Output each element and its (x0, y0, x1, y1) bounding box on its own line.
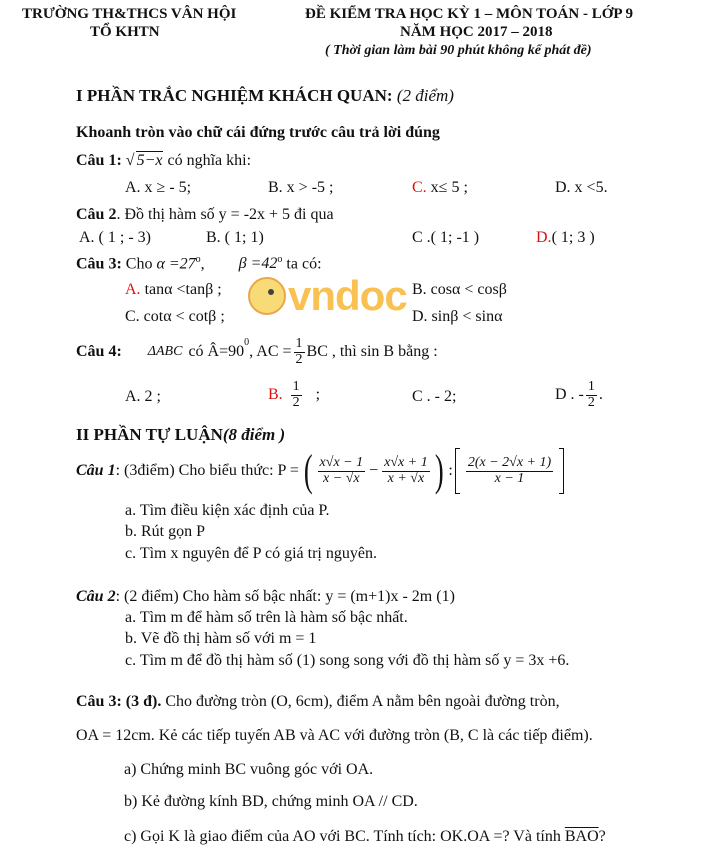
c1-f1-den: x − √x (323, 470, 360, 486)
q2-option-b: B. ( 1; 1) (206, 229, 264, 246)
question-2 (76, 206, 334, 224)
q4-triangle: ΔABC (147, 344, 183, 360)
q3-option-b: B. cosα < cosβ (412, 281, 507, 298)
q2-option-d-letter: D. (536, 229, 552, 246)
q4-option-b-tail: ; (315, 386, 321, 404)
question-1: Câu 1: √ 5−x có nghĩa khi: (76, 152, 252, 169)
c3-part-b: b) Kẻ đường kính BD, chứng minh OA // CD. (124, 793, 418, 810)
q4-frac-den: 2 (295, 351, 303, 367)
essay-question-3 (76, 693, 560, 711)
part2-title (76, 425, 285, 445)
c3-label: Câu 3: (3 đ). (76, 693, 162, 710)
part1-title-text: I PHẦN TRẮC NGHIỆM KHÁCH QUAN: (76, 86, 393, 105)
q2-text: . Đồ thị hàm số y = -2x + 5 đi qua (116, 206, 334, 223)
part1-points: (2 điểm) (396, 86, 454, 105)
c2-part-b: b. Vẽ đồ thị hàm số với m = 1 (125, 630, 317, 647)
q1-radicand: 5−x (136, 152, 163, 169)
q3-option-c: C. cotα < cotβ ; (125, 308, 225, 325)
q4-option-a: A. 2 ; (125, 388, 161, 405)
q4-option-b-letter: B. (268, 386, 283, 404)
c1-f3-den: x − 1 (494, 470, 525, 486)
q3-option-a-letter: A. (125, 281, 141, 298)
q4-option-b (268, 380, 320, 410)
q4-option-c: C . - 2; (412, 388, 457, 405)
c1-f3-num: 2(x − 2√x + 1) (467, 454, 552, 470)
c1-label: Câu 1 (76, 462, 116, 479)
q4-d-num: 1 (587, 379, 595, 394)
time-note: ( Thời gian làm bài 90 phút không kể phát đề) (325, 43, 592, 58)
c1-part-a: a. Tìm điều kiện xác định của P. (125, 502, 330, 519)
q3-comma: , (200, 255, 205, 273)
school-year: NĂM HỌC 2017 – 2018 (400, 24, 553, 40)
q1-option-c-letter: C. (412, 179, 427, 196)
q2-option-a: A. ( 1 ; - 3) (79, 229, 151, 246)
c3-angle: $\overline{BAO}$ (564, 828, 599, 845)
q3-option-d: D. sinβ < sinα (412, 308, 503, 325)
q4-option-d-tail: . (598, 386, 603, 404)
c2-part-c: c. Tìm m để đồ thị hàm số (1) song song với đồ thị hàm số y = 3x +6. (125, 652, 570, 669)
exam-title: ĐỀ KIỂM TRA HỌC KỲ 1 – MÔN TOÁN - LỚP 9 (305, 6, 633, 22)
c3-question-mark: ? (598, 828, 606, 845)
q3-label: Câu 3: (76, 255, 122, 273)
c1-colon: : (448, 462, 453, 479)
q2-option-d (536, 229, 595, 247)
part2-title-text: II PHẦN TỰ LUẬN (76, 425, 223, 444)
q3-alpha-deg: o (195, 254, 201, 265)
q4-text3: BC , thì sin B bằng : (306, 343, 438, 361)
c1-text: : (3điểm) Cho biểu thức: P = (115, 462, 299, 479)
q3-alpha: α =27 (156, 255, 196, 273)
q1-option-a: A. x ≥ - 5; (125, 179, 192, 196)
c3-text1: Cho đường tròn (O, 6cm), điểm A nằm bên ngoài đường tròn, (165, 693, 560, 710)
q4-option-d (555, 380, 603, 410)
q2-option-d-text: ( 1; 3 ) (551, 229, 595, 246)
q1-option-c (412, 179, 468, 197)
c1-f2-num: x√x + 1 (384, 454, 428, 470)
q2-option-c: C .( 1; -1 ) (412, 229, 480, 246)
q3-option-a-text: tanα <tanβ ; (140, 281, 222, 298)
essay-question-2 (76, 588, 455, 606)
chick-logo-icon (248, 277, 286, 315)
q2-label: Câu 2 (76, 206, 117, 223)
q1-option-c-text: x≤ 5 ; (426, 179, 468, 196)
c3-part-c (124, 828, 606, 846)
q4-option-d-text: D . - (555, 386, 584, 404)
q4-b-den: 2 (292, 394, 300, 410)
q3-option-a (125, 281, 222, 299)
q4-b-num: 1 (292, 379, 300, 394)
question-4 (76, 337, 438, 367)
part1-title (76, 86, 454, 106)
q4-text1: có Â=90 (188, 343, 245, 361)
q3-text1: Cho (125, 255, 153, 273)
c3-text2: OA = 12cm. Kẻ các tiếp tuyến AB và AC với đường tròn (B, C là các tiếp điểm). (76, 727, 593, 744)
c1-fraction-2 (382, 456, 430, 486)
q4-frac-num: 1 (295, 336, 303, 351)
c2-part-a: a. Tìm m để hàm số trên là hàm số bậc nhất. (125, 609, 408, 626)
q4-deg: 0 (244, 337, 250, 348)
q4-d-den: 2 (587, 394, 595, 410)
question-3 (76, 254, 322, 273)
q3-text2: ta có: (286, 255, 322, 273)
q3-beta: β =42 (238, 255, 278, 273)
vndoc-watermark (248, 272, 407, 320)
q1-option-b: B. x > -5 ; (268, 179, 334, 196)
watermark-text: vndoc (288, 272, 407, 319)
c2-text: : (2 điểm) Cho hàm số bậc nhất: y = (m+1)x - 2m (1) (115, 588, 455, 605)
q4-text2: , AC = (249, 343, 292, 361)
c3-part-a: a) Chứng minh BC vuông góc với OA. (124, 761, 374, 778)
q1-option-d: D. x <5. (555, 179, 608, 196)
q1-label: Câu 1: (76, 152, 122, 169)
part2-points: (8 điểm ) (222, 425, 286, 444)
c1-part-c: c. Tìm x nguyên để P có giá trị nguyên. (125, 545, 377, 562)
c1-part-b: b. Rút gọn P (125, 523, 206, 540)
q4-fraction (294, 337, 305, 367)
c1-fraction-1 (318, 456, 366, 486)
q4-option-d-fraction (586, 380, 597, 410)
c1-fraction-3 (466, 456, 553, 486)
department-name: TỔ KHTN (90, 24, 160, 40)
c1-f1-num: x√x − 1 (319, 454, 364, 470)
part1-instruction: Khoanh tròn vào chữ cái đứng trước câu trả lời đúng (76, 124, 440, 141)
q4-option-b-fraction (291, 380, 302, 410)
school-name: TRƯỜNG TH&THCS VÂN HỘI (22, 6, 237, 22)
q4-label: Câu 4: (76, 343, 122, 361)
q1-text: có nghĩa khi: (167, 152, 252, 169)
c2-label: Câu 2 (76, 588, 116, 605)
q3-beta-deg: o (277, 254, 283, 265)
c1-f2-den: x + √x (387, 470, 425, 486)
c1-minus: − (369, 462, 379, 479)
c3-part-c-text: c) Gọi K là giao điểm của AO với BC. Tính tích: OK.OA =? Và tính (124, 828, 565, 845)
essay-question-1: Câu 1 : (3điểm) Cho biểu thức: P = ( $\frac{x√x - 1}{x - √x}$ − $\frac{x√x + 1}{x + √x}$ ) : $\frac{2(x - 2√x + 1)}{x - 1}$ (76, 448, 564, 494)
